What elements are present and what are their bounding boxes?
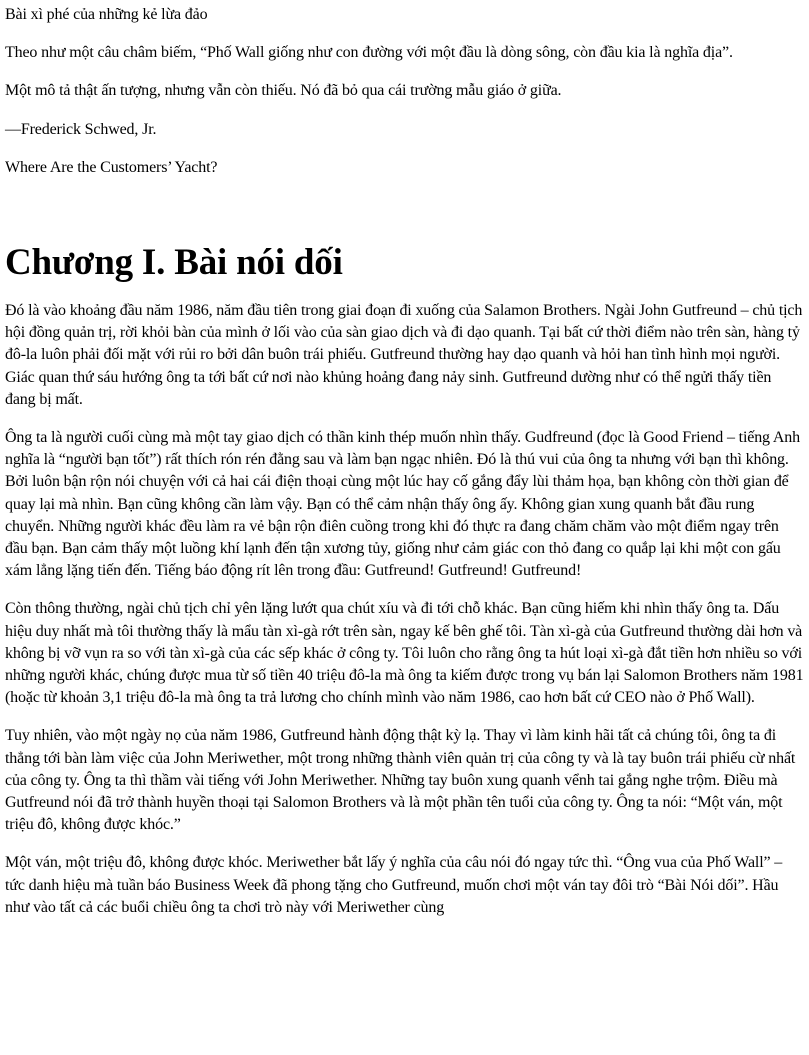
chapter-paragraph: Còn thông thường, ngài chủ tịch chỉ yên lặng lướt qua chút xíu và đi tới chỗ khác. Bạn cũng hiếm khi nhìn thấy ông ta. Dấu hiệu duy nhất mà tôi thường thấy là mẩu tàn xì-gà rớt trên sàn, ngay kế bên ghế tôi. Tàn xì-gà của Gutfreund thường dài hơn và không bị vỡ vụn ra so với tàn xì-gà của các sếp khác ở công ty. Tôi luôn cho rằng ông ta hút loại xì-gà đắt tiền hơn nhiều so với những người khác, chúng được mua từ số tiền 40 triệu đô-la mà ông ta kiếm được trong vụ bán lại Salomon Brothers năm 1981 (hoặc từ khoản 3,1 triệu đô-la mà ông ta trả lương cho chính mình vào năm 1986, cao hơn bất cứ CEO nào ở Phố Wall). bbox=[5, 600, 804, 707]
chapter-paragraph: Ông ta là người cuối cùng mà một tay giao dịch có thần kinh thép muốn nhìn thấy. Gudfreund (đọc là Good Friend – tiếng Anh nghĩa là “người bạn tốt”) rất thích rón rén đằng sau và làm bạn ngạc nhiên. Đó là thú vui của ông ta nhưng với bạn thì không. Bởi luôn bận rộn nói chuyện với cả hai cái điện thoại cùng một lúc hay cố gắng đẩy lùi thảm họa, bạn không còn thời gian để quay lại mà nhìn. Bạn cũng không cần làm vậy. Bạn có thể cảm nhận thấy ông ấy. Không gian xung quanh bắt đầu rung chuyển. Những người khác đều làm ra vẻ bận rộn điên cuồng trong khi đó thực ra đang chăm chăm vào một điểm ngay trên đầu bạn. Bạn cảm thấy một luồng khí lạnh đến tận xương tủy, giống như cảm giác con thỏ đang co quắp lại khi một con gấu xám lẳng lặng tiến đến. Tiếng báo động rít lên trong đầu: Gutfreund! Gutfreund! Gutfreund! bbox=[5, 429, 800, 580]
chapter-paragraph: Đó là vào khoảng đầu năm 1986, năm đầu tiên trong giai đoạn đi xuống của Salamon Brothers. Ngài John Gutfreund – chủ tịch hội đồng quản trị, rời khỏi bàn của mình ở lối vào của sàn giao dịch và đi dạo quanh. Tại bất cứ thời điểm nào trên sàn, hàng tỷ đô-la luôn phải đối mặt với rủi ro bởi dân buôn trái phiếu. Gutfreund thường hay dạo quanh và hỏi han tình hình mọi người. Giác quan thứ sáu hướng ông ta tới bất cứ nơi nào khủng hoảng đang nảy sinh. Gutfreund dường như có thể ngửi thấy tiền đang bị mất. bbox=[5, 302, 803, 408]
document-page bbox=[0, 4, 809, 919]
chapter-paragraph: Tuy nhiên, vào một ngày nọ của năm 1986, Gutfreund hành động thật kỳ lạ. Thay vì làm kinh hãi tất cả chúng tôi, ông ta đi thẳng tới bàn làm việc của John Meriwether, một trong những thành viên quản trị của công ty và là tay buôn trái phiếu cừ nhất của công ty. Ông ta thì thầm vài tiếng với John Meriwether. Những tay buôn xung quanh vểnh tai gắng nghe trộm. Điều mà Gutfreund nói đã trở thành huyền thoại tại Salomon Brothers và là một phần tên tuổi của công ty. Ông ta nói: “Một ván, một triệu đô, không được khóc.” bbox=[5, 727, 796, 834]
epigraph-quote: Theo như một câu châm biếm, “Phố Wall giống như con đường với một đầu là dòng sông, còn đầu kia là nghĩa địa”. bbox=[5, 44, 733, 62]
chapter-paragraph: Một ván, một triệu đô, không được khóc. Meriwether bắt lấy ý nghĩa của câu nói đó ngay tức thì. “Ông vua của Phố Wall” – tức danh hiệu mà tuần báo Business Week đã phong tặng cho Gutfreund, muốn chơi một ván tay đôi trò “Bài Nói dối”. Hầu như vào tất cả các buổi chiều ông ta chơi trò này với Meriwether cùng bbox=[5, 854, 783, 916]
epigraph-attribution: —Frederick Schwed, Jr. bbox=[5, 120, 157, 138]
book-title-line: Bài xì phé của những kẻ lừa đảo bbox=[5, 6, 208, 23]
epigraph-continuation: Một mô tả thật ấn tượng, nhưng vẫn còn thiếu. Nó đã bỏ qua cái trường mẫu giáo ở giữa. bbox=[5, 82, 562, 100]
epigraph-source: Where Are the Customers’ Yacht? bbox=[5, 158, 218, 176]
chapter-heading: Chương I. Bài nói dối bbox=[5, 242, 343, 284]
